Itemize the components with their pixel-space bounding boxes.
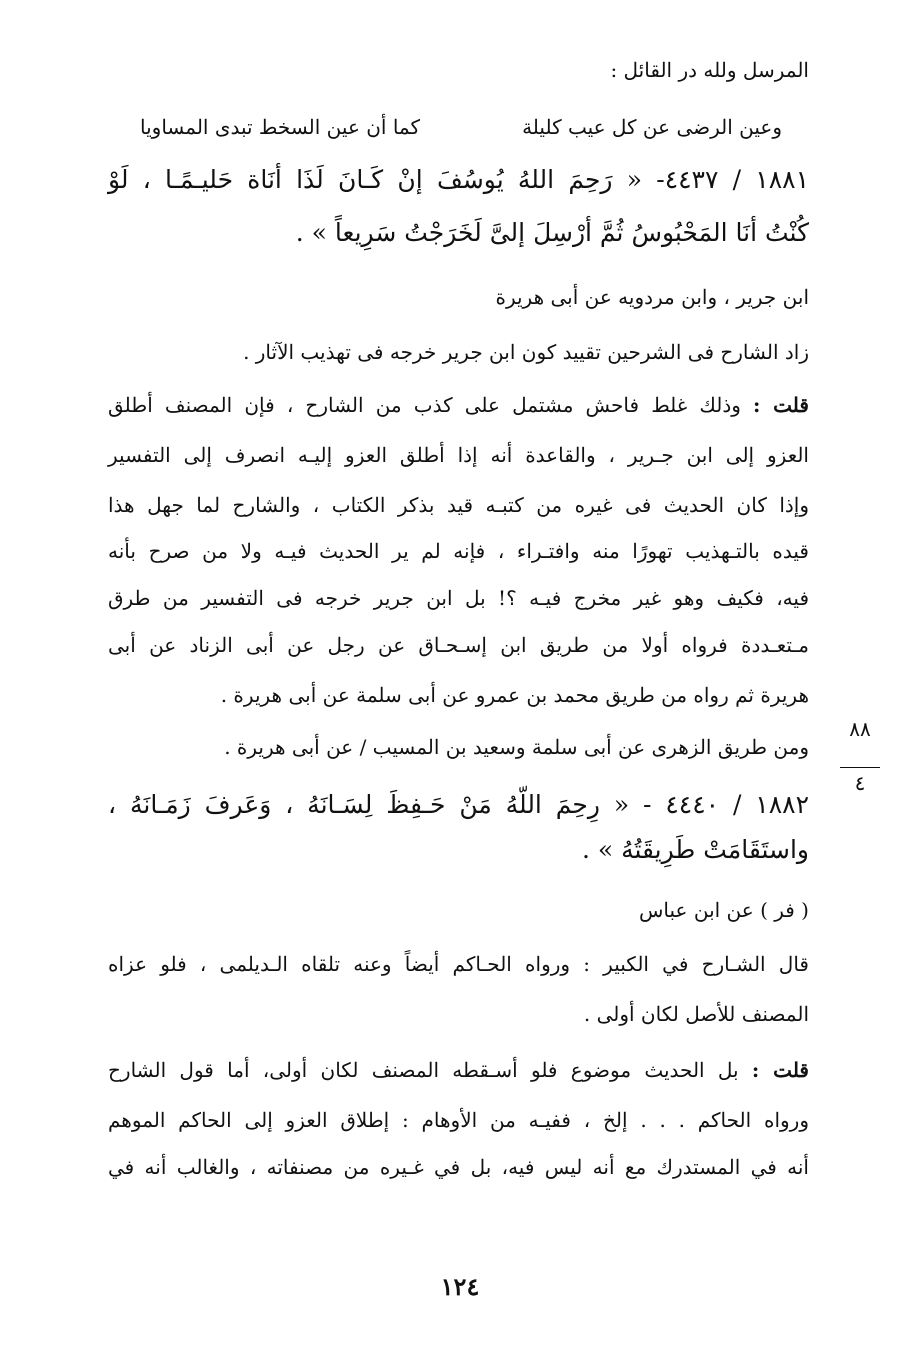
qult-paragraph-1-line-3: وإذا كان الحديث فى غيره من كتبـه قيد بذكر الكتاب ، والشارح لما جهل هذا	[108, 493, 810, 517]
hadith-1881-line-1: ١٨٨١ / ٤٤٣٧- « رَحِمَ اللهُ يُوسُفَ إنْ كَـانَ لَذَا أنَاة حَليـمًـا ، لَوْ	[108, 165, 809, 194]
qult-paragraph-1-line-5: فيه، فكيف وهو غير مخرج فيـه ؟! بل ابن جرير خرجه فى التفسير من طرق	[108, 586, 809, 610]
commentary-kabir-line-1: قال الشـارح في الكبير : ورواه الحـاكم أيضاً وعنه تلقاه الـديلمى ، فلو عزاه	[108, 952, 809, 976]
commentary-line-1: زاد الشارح فى الشرحين تقييد كون ابن جرير خرجه فى تهذيب الآثار .	[243, 340, 809, 364]
page-number: ١٢٤	[440, 1272, 480, 1301]
qult-paragraph-1-line-2: العزو إلى ابن جـرير ، والقاعدة أنه إذا أطلق العزو إليـه انصرف إلى التفسير	[108, 443, 809, 467]
margin-divider	[840, 767, 880, 768]
hadith-1882-source: ( فر ) عن ابن عباس	[639, 898, 809, 922]
commentary-kabir-line-2: المصنف للأصل لكان أولى .	[583, 1002, 809, 1026]
verse-second-hemistich: كما أن عين السخط تبدى المساويا	[140, 115, 421, 139]
qult-label: قلت :	[753, 393, 809, 417]
qult-paragraph-1-line-4: قيده بالتـهذيب تهورًا منه وافتـراء ، فإنه لم ير الحديث فيـه ولا من صرح بأنه	[108, 539, 809, 563]
qult-1-text: وذلك غلط فاحش مشتمل على كذب من الشارح ، فإن المصنف أطلق	[108, 393, 754, 417]
qult-paragraph-2-line-1	[108, 1058, 809, 1082]
qult-paragraph-1-line-1	[108, 393, 809, 417]
qult-label-2: قلت :	[751, 1058, 809, 1082]
margin-part-number: ٤	[854, 771, 866, 795]
qult-paragraph-1-line-7: هريرة ثم رواه من طريق محمد بن عمرو عن أبى سلمة عن أبى هريرة .	[220, 683, 809, 707]
hadith-1881-source: ابن جرير ، وابن مردويه عن أبى هريرة	[495, 285, 809, 309]
qult-paragraph-2-line-2: ورواه الحاكم . . . إلخ ، ففيـه من الأوهام : إطلاق العزو إلى الحاكم الموهم	[108, 1108, 809, 1132]
commentary-line-zuhri: ومن طريق الزهرى عن أبى سلمة وسعيد بن المسيب / عن أبى هريرة .	[224, 735, 809, 759]
verse-first-hemistich: وعين الرضى عن كل عيب كليلة	[522, 115, 782, 139]
hadith-1882-line-1: ١٨٨٢ / ٤٤٤٠ - « رِحِمَ اللّهُ مَنْ حَـفِظَ لِسَـانَهُ ، وَعَرفَ زَمَـانَهُ ،	[108, 790, 810, 819]
qult-2-text: بل الحديث موضوع فلو أسـقطه المصنف لكان أولى، أما قول الشارح	[108, 1058, 752, 1082]
hadith-1882-line-2: واستَقَامَتْ طَرِيقَتُهُ » .	[581, 835, 809, 864]
margin-volume-number: ٨٨	[849, 717, 871, 741]
qult-paragraph-2-line-3: أنه في المستدرك مع أنه ليس فيه، بل في غـيره من مصنفاته ، والغالب أنه في	[108, 1155, 809, 1179]
hadith-1881-line-2: كُنْتُ أنَا المَحْبُوسُ ثُمَّ أرْسِلَ إلىَّ لَخَرَجْتُ سَرِيعاً » .	[295, 218, 809, 247]
qult-paragraph-1-line-6: مـتعـددة فرواه أولا من طريق ابن إسـحـاق عن رجل عن أبى الزناد عن أبى	[108, 633, 809, 657]
text-line-1: المرسل ولله در القائل :	[610, 58, 809, 82]
